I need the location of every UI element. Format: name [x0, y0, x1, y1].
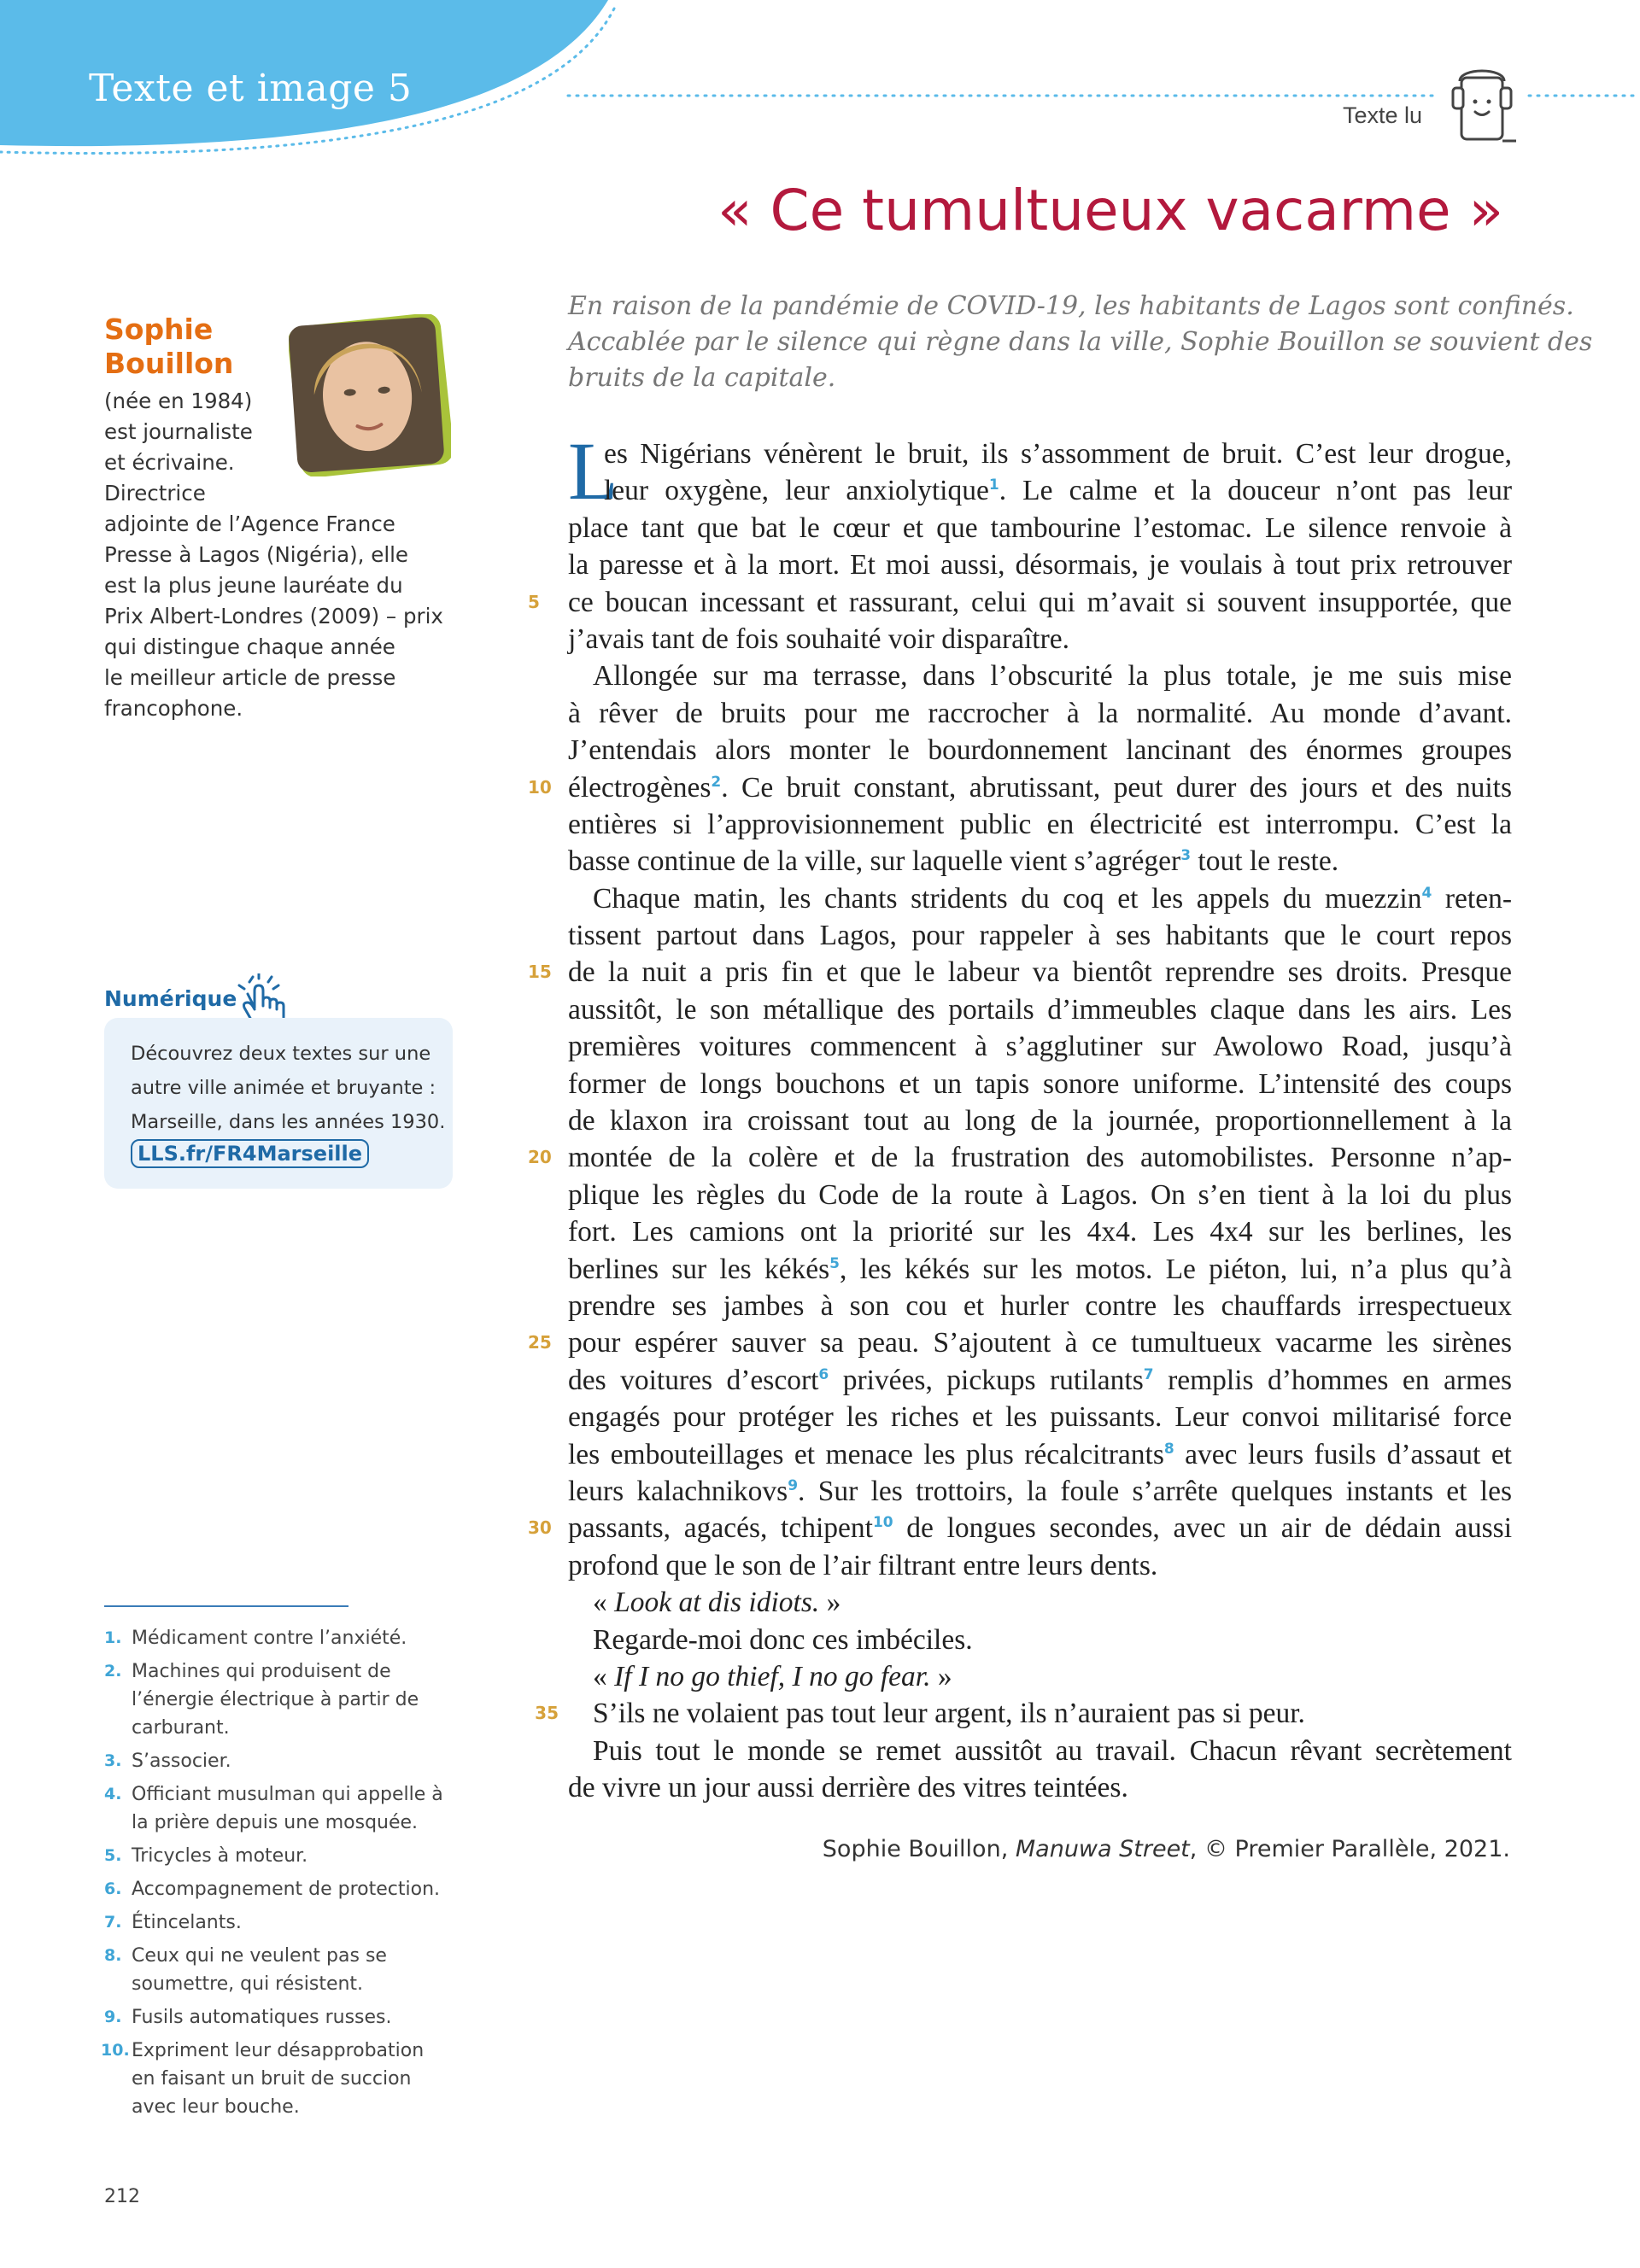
text-line: Puis tout le monde se remet aussitôt au travail. Chacun rêvant secrètement: [593, 1734, 1512, 1767]
footnote-ref[interactable]: 8: [1163, 1440, 1174, 1458]
dropcap: L: [568, 425, 618, 517]
audio-headphones-icon[interactable]: [1448, 64, 1516, 146]
footnote-ref[interactable]: 6: [818, 1365, 829, 1383]
text-line: de vivre un jour aussi derrière des vitres teintées.: [568, 1772, 1128, 1804]
text-line: aussitôt, le son métallique des portails d’immeubles claque dans les airs. Les: [568, 993, 1512, 1026]
source-citation: Sophie Bouillon, Manuwa Street, © Premier Parallèle, 2021.: [822, 1836, 1510, 1862]
text-line: fort. Les camions ont la priorité sur les 4x4. Les 4x4 sur les berlines, les: [568, 1216, 1512, 1248]
text-line: à rêver de bruits pour me raccrocher à la normalité. Au monde d’avant.: [568, 697, 1512, 729]
text-line: place tant que bat le cœur et que tambourine l’estomac. Le silence renvoie à: [568, 511, 1512, 544]
text-line: berlines sur les kékés$^5$, les kékés sur les motos. Le piéton, lui, n’a plus qu’à: [568, 1253, 1512, 1285]
text-line: leur oxygène, leur anxiolytique$^1$. Le calme et la douceur n’ont pas leur: [604, 475, 1512, 507]
footnotes: [101, 1624, 463, 2126]
footnote: 3. S’associer.: [104, 1751, 231, 1772]
text-line: 30 passants, agacés, tchipent$^{10}$ de longues secondes, avec un air de dédain aussi: [568, 1510, 1512, 1546]
footnote-ref[interactable]: 7: [1143, 1365, 1154, 1383]
footnote-ref[interactable]: 10: [872, 1514, 893, 1532]
text-line: 35 S’ils ne volaient pas tout leur argent, ils n’auraient pas si peur.: [568, 1695, 1512, 1732]
text-line: Allongée sur ma terrasse, dans l’obscurité la plus totale, je me suis mise: [593, 660, 1512, 693]
footnote-ref[interactable]: 3: [1180, 847, 1192, 865]
text-line: prendre ses jambes à son cou et hurler contre les chauffards irrespectueux: [568, 1289, 1512, 1322]
numerique-link[interactable]: LLS.fr/FR4Marseille: [131, 1139, 369, 1168]
text-line: former de longs bouchons et un tapis sonore uniforme. L’intensité des coups: [568, 1067, 1512, 1100]
text-line: la paresse et à la mort. Et moi aussi, désormais, je voulais à tout prix retrouver: [568, 549, 1512, 582]
text-line: engagés pour protéger les riches et les puissants. Leur convoi militarisé force: [568, 1401, 1512, 1434]
text-line: profond que le son de l’air filtrant entre leurs dents.: [568, 1549, 1158, 1581]
texte-lu-label: Texte lu: [1343, 102, 1423, 128]
footnote-ref[interactable]: 5: [829, 1254, 840, 1272]
line-number: 25: [528, 1332, 552, 1353]
text-line: tissent partout dans Lagos, pour rappeler à ses habitants que le court repos: [568, 920, 1512, 952]
footnote: 5. Tricycles à moteur.: [104, 1845, 308, 1867]
text-line: « Look at dis idiots. »: [593, 1587, 841, 1619]
text-line: de klaxon ira croissant tout au long de la journée, proportionnellement à la: [568, 1105, 1512, 1137]
line-number: 5: [528, 591, 540, 612]
text-line: basse continue de la ville, sur laquelle vient s’agréger$^3$ tout le reste.: [568, 845, 1339, 878]
section-title: Texte et image 5: [89, 67, 413, 110]
footnote: 6. Accompagnement de protection.: [104, 1879, 441, 1900]
footnote-ref[interactable]: 9: [788, 1476, 799, 1494]
author-bio: (née en 1984) est journaliste et écrivaine. Directrice adjointe de l’Agence France Presse à Lagos (Nigéria), elle est la plus jeune lauréate du Prix Albert-Londres (2009) – prix qui distingue chaque année le meilleur article de presse francophone.: [104, 389, 443, 721]
footnote-ref[interactable]: 4: [1421, 884, 1432, 902]
text-line: L es Nigérians vénèrent le bruit, ils s’assomment de bruit. C’est leur drogue,: [568, 425, 1512, 517]
footnote: 10. Expriment leur désapprobation en faisant un bruit de succion avec leur bouche.: [101, 2040, 425, 2118]
footnote: 4. Officiant musulman qui appelle à la prière depuis une mosquée.: [104, 1784, 443, 1833]
footnote: 2. Machines qui produisent de l’énergie électrique à partir de carburant.: [104, 1661, 419, 1739]
footnote: 1. Médicament contre l’anxiété.: [104, 1628, 407, 1649]
numerique-title: Numérique: [104, 986, 237, 1011]
text-line: « If I no go thief, I no go fear. »: [593, 1660, 952, 1692]
text-line: j’avais tant de fois souhaité voir disparaître.: [568, 623, 1070, 655]
text-line: Chaque matin, les chants stridents du coq et les appels du muezzin$^4$ reten-: [593, 882, 1512, 915]
text-line: 5 ce boucan incessant et rassurant, celui qui m’avait si souvent insupportée, que: [568, 584, 1512, 621]
notes-divider: [104, 1605, 348, 1607]
footnote-ref[interactable]: 1: [988, 476, 999, 494]
line-number: 20: [528, 1147, 552, 1168]
intro-text: En raison de la pandémie de COVID-19, les habitants de Lagos sont confinés. Accablée par le silence qui règne dans la ville, Sophie Bouillon se souvient des bruits de la capitale.: [568, 291, 1593, 393]
line-number: 10: [528, 776, 552, 798]
text-line: leurs kalachnikovs$^9$. Sur les trottoirs, la foule s’arrête quelques instants et les: [568, 1475, 1512, 1507]
text-line: premières voitures commencent à s’agglutiner sur Awolowo Road, jusqu’à: [568, 1031, 1512, 1063]
page-number: 212: [104, 2186, 140, 2207]
footnote: 8. Ceux qui ne veulent pas se soumettre, qui résistent.: [104, 1945, 387, 1995]
text-line: les embouteillages et menace les plus récalcitrants$^8$ avec leurs fusils d’assaut et: [568, 1438, 1512, 1470]
line-number: 30: [528, 1517, 552, 1539]
text-line: 10 électrogènes$^2$. Ce bruit constant, abrutissant, peut durer des jours et des nuits: [568, 769, 1512, 806]
text-line: des voitures d’escort$^6$ privées, pickups rutilants$^7$ remplis d’hommes en armes: [568, 1364, 1512, 1396]
line-number: 35: [535, 1703, 559, 1724]
footnote: 9. Fusils automatiques russes.: [104, 2007, 392, 2028]
author-name: Sophie Bouillon: [104, 313, 234, 380]
line-number: 15: [528, 962, 552, 983]
footnote: 7. Étincelants.: [104, 1912, 242, 1933]
text-line: plique les règles du Code de la route à Lagos. On s’en tient à la loi du plus: [568, 1178, 1512, 1211]
footnote-ref[interactable]: 2: [711, 773, 722, 791]
text-line: 15 de la nuit a pris fin et que le labeur va bientôt reprendre ses droits. Presque: [568, 954, 1512, 991]
text-line: J’entendais alors monter le bourdonnement lancinant des énormes groupes: [568, 734, 1512, 767]
numerique-description: Découvrez deux textes sur une autre ville animée et bruyante : Marseille, dans les années 1930.: [131, 1043, 446, 1133]
text-line: Regarde-moi donc ces imbéciles.: [593, 1623, 973, 1656]
page-title: « Ce tumultueux vacarme »: [718, 178, 1503, 243]
text-line: 25 pour espérer sauver sa peau. S’ajoutent à ce tumultueux vacarme les sirènes: [568, 1324, 1512, 1361]
main-text: [528, 425, 1513, 1806]
text-line: entières si l’approvisionnement public en électricité est interrompu. C’est la: [568, 808, 1512, 840]
text-line: 20 montée de la colère et de la frustration des automobilistes. Personne n’ap-: [568, 1139, 1512, 1176]
